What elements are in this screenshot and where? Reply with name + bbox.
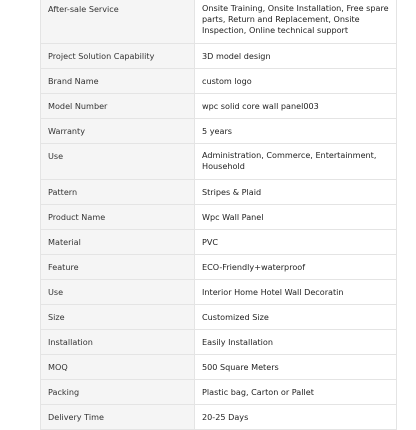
- spec-value: Onsite Training, Onsite Installation, Free spare parts, Return and Replacement, Onsite Inspection, Online technical support: [195, 0, 397, 44]
- spec-value: Interior Home Hotel Wall Decoratin: [195, 280, 397, 305]
- spec-value: PVC: [195, 230, 397, 255]
- spec-row-material: [41, 230, 397, 255]
- spec-table-body: [41, 0, 397, 430]
- spec-row-model-number: [41, 94, 397, 119]
- spec-row-delivery-time: [41, 405, 397, 430]
- spec-row-product-name: [41, 205, 397, 230]
- spec-value: custom logo: [195, 69, 397, 94]
- spec-value: wpc solid core wall panel003: [195, 94, 397, 119]
- spec-value: Easily Installation: [195, 330, 397, 355]
- spec-label: Delivery Time: [41, 405, 195, 430]
- spec-row-project-solution-capability: [41, 44, 397, 69]
- spec-value: Customized Size: [195, 305, 397, 330]
- spec-row-use: [41, 144, 397, 180]
- spec-value: 3D model design: [195, 44, 397, 69]
- spec-label: Pattern: [41, 180, 195, 205]
- spec-label: Use: [41, 144, 195, 180]
- spec-label: Brand Name: [41, 69, 195, 94]
- spec-value: 20-25 Days: [195, 405, 397, 430]
- spec-row-installation: [41, 330, 397, 355]
- spec-value: Stripes & Plaid: [195, 180, 397, 205]
- spec-value: Wpc Wall Panel: [195, 205, 397, 230]
- spec-value: ECO-Friendly+waterproof: [195, 255, 397, 280]
- spec-row-brand-name: [41, 69, 397, 94]
- spec-label: MOQ: [41, 355, 195, 380]
- spec-row-moq: [41, 355, 397, 380]
- spec-label: Warranty: [41, 119, 195, 144]
- product-spec-table: [40, 0, 397, 430]
- spec-row-warranty: [41, 119, 397, 144]
- spec-row-size: [41, 305, 397, 330]
- spec-label: Installation: [41, 330, 195, 355]
- spec-label: After-sale Service: [41, 0, 195, 44]
- spec-value: 5 years: [195, 119, 397, 144]
- spec-label: Model Number: [41, 94, 195, 119]
- spec-row-pattern: [41, 180, 397, 205]
- spec-value: 500 Square Meters: [195, 355, 397, 380]
- spec-row-use-2: [41, 280, 397, 305]
- spec-row-feature: [41, 255, 397, 280]
- spec-label: Use: [41, 280, 195, 305]
- spec-label: Project Solution Capability: [41, 44, 195, 69]
- spec-label: Packing: [41, 380, 195, 405]
- spec-row-after-sale-service: [41, 0, 397, 44]
- spec-value: Plastic bag, Carton or Pallet: [195, 380, 397, 405]
- spec-row-packing: [41, 380, 397, 405]
- spec-value: Administration, Commerce, Entertainment, Household: [195, 144, 397, 180]
- spec-label: Material: [41, 230, 195, 255]
- spec-label: Size: [41, 305, 195, 330]
- spec-label: Product Name: [41, 205, 195, 230]
- spec-label: Feature: [41, 255, 195, 280]
